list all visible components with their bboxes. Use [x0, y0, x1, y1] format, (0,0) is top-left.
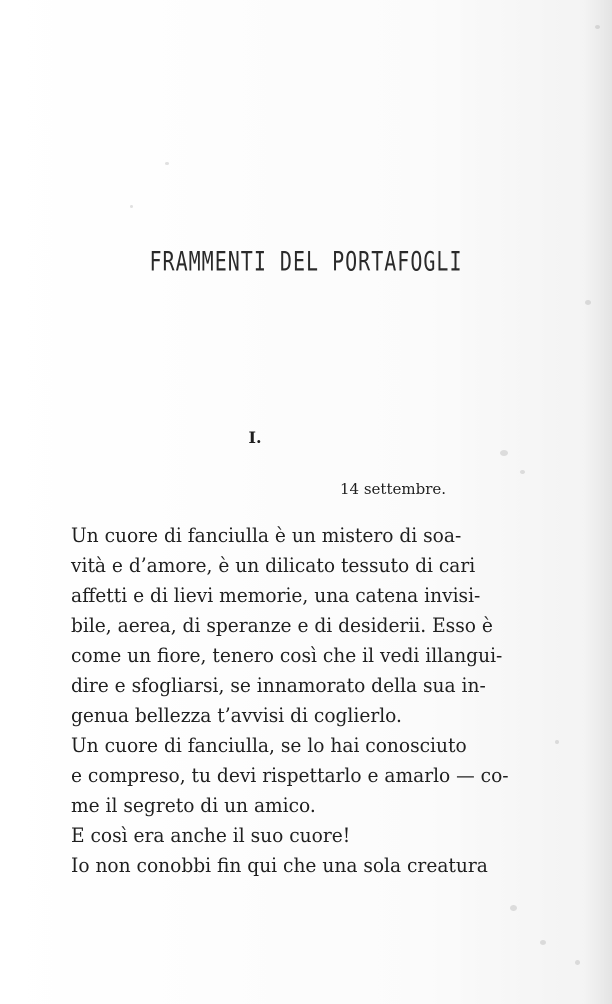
- print-speck: [555, 740, 559, 744]
- text-line: E così era anche il suo cuore!: [71, 823, 351, 847]
- text-line: Un cuore di fanciulla, se lo hai conosciuto: [71, 733, 467, 757]
- print-speck: [165, 162, 169, 165]
- chapter-number: I.: [248, 428, 262, 447]
- text-line: bile, aerea, di speranze e di desiderii. Esso è: [71, 613, 493, 637]
- section-title: FRAMMENTI DEL PORTAFOGLI: [149, 245, 463, 278]
- text-line: genua bellezza t’avvisi di coglierlo.: [71, 703, 402, 727]
- print-speck: [585, 300, 591, 305]
- paragraph: [71, 850, 488, 880]
- text-line: dire e sfogliarsi, se innamorato della sua in-: [71, 673, 486, 697]
- text-line: me il segreto di un amico.: [71, 793, 316, 817]
- print-speck: [595, 25, 600, 29]
- text-line: Un cuore di fanciulla è un mistero di soa-: [71, 523, 462, 547]
- dateline: 14 settembre.: [340, 480, 447, 498]
- print-speck: [540, 940, 546, 945]
- body-text: [71, 520, 509, 880]
- paragraph: [71, 520, 503, 730]
- print-speck: [510, 905, 517, 911]
- text-line: come un fiore, tenero così che il vedi illangui-: [71, 643, 503, 667]
- paragraph: [71, 820, 448, 850]
- text-line: e compreso, tu devi rispettarlo e amarlo — co-: [71, 763, 509, 787]
- print-speck: [520, 470, 525, 474]
- paragraph: [71, 730, 509, 820]
- print-speck: [130, 205, 133, 208]
- print-speck: [500, 450, 508, 456]
- text-line: vità e d’amore, è un dilicato tessuto di cari: [71, 553, 476, 577]
- print-speck: [575, 960, 580, 965]
- text-line: affetti e di lievi memorie, una catena invisi-: [71, 583, 481, 607]
- page-edge-shadow: [584, 0, 612, 1004]
- text-line: Io non conobbi fin qui che una sola creatura: [71, 853, 488, 877]
